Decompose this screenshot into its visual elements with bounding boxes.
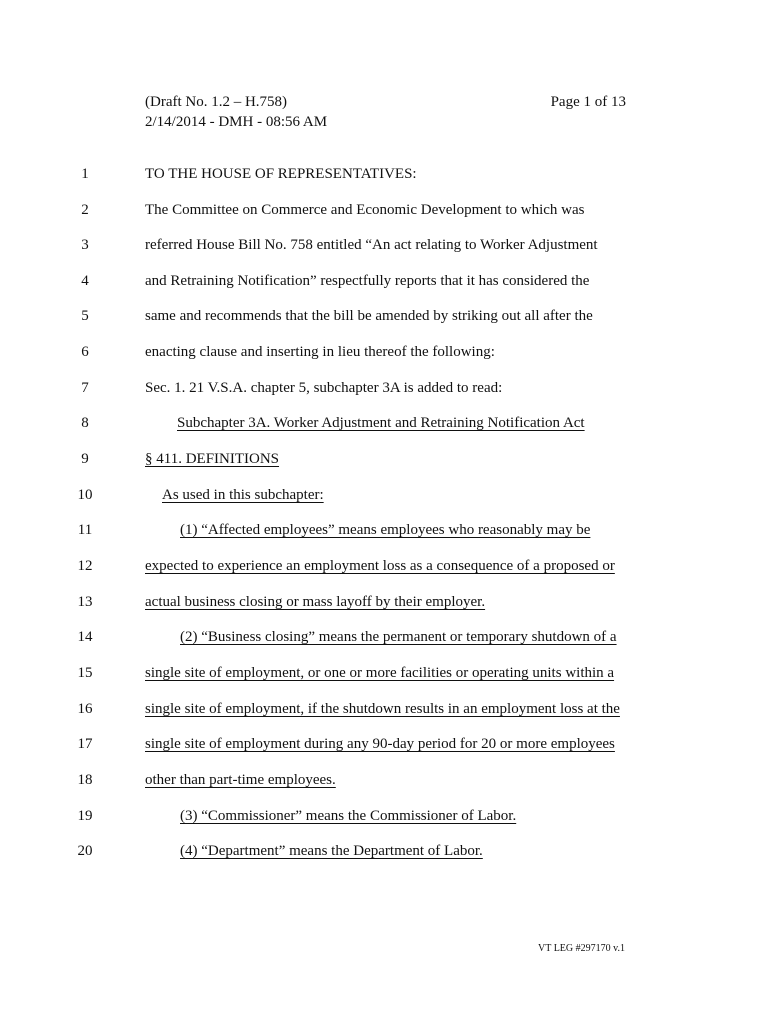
line <box>0 304 770 328</box>
line-number: 7 <box>81 380 89 396</box>
line <box>0 625 770 649</box>
line-number: 10 <box>77 487 93 503</box>
draft-date: 2/14/2014 - DMH - 08:56 AM <box>145 114 328 130</box>
line <box>0 554 770 578</box>
line <box>0 269 770 293</box>
line <box>0 839 770 863</box>
line-number: 1 <box>81 166 89 182</box>
line-text: (4) “Department” means the Department of Labor. <box>180 843 483 859</box>
line <box>0 233 770 257</box>
line-number: 6 <box>81 344 89 360</box>
line <box>0 697 770 721</box>
line-text: referred House Bill No. 758 entitled “An act relating to Worker Adjustment <box>145 237 598 253</box>
line-number: 20 <box>77 843 93 859</box>
line-text: As used in this subchapter: <box>162 487 324 503</box>
page-indicator: Page 1 of 13 <box>550 94 626 110</box>
line-text: (3) “Commissioner” means the Commissioner of Labor. <box>180 808 517 824</box>
line-text: The Committee on Commerce and Economic Development to which was <box>145 202 585 218</box>
line-number: 5 <box>81 308 89 324</box>
line-number: 19 <box>77 808 93 824</box>
line-text: expected to experience an employment loss as a consequence of a proposed or <box>145 558 615 574</box>
line <box>0 198 770 222</box>
line-text: (2) “Business closing” means the permanent or temporary shutdown of a <box>180 629 617 645</box>
line <box>0 518 770 542</box>
line-text: actual business closing or mass layoff by their employer. <box>145 594 486 610</box>
line-number: 16 <box>77 701 93 717</box>
line-number: 14 <box>77 629 93 645</box>
line <box>0 411 770 435</box>
line-number: 9 <box>81 451 89 467</box>
subchapter-heading: Subchapter 3A. Worker Adjustment and Retraining Notification Act <box>177 415 585 431</box>
line <box>0 804 770 828</box>
line-text: other than part-time employees. <box>145 772 336 788</box>
line <box>0 661 770 685</box>
line-number: 15 <box>77 665 93 681</box>
line <box>0 376 770 400</box>
document-header <box>145 92 327 132</box>
line <box>0 483 770 507</box>
line-text: single site of employment, if the shutdown results in an employment loss at the <box>145 701 620 717</box>
line <box>0 340 770 364</box>
line-text: same and recommends that the bill be amended by striking out all after the <box>145 308 593 324</box>
line-number: 4 <box>81 273 89 289</box>
line-number: 13 <box>77 594 93 610</box>
line-number: 8 <box>81 415 89 431</box>
line-number: 2 <box>81 202 89 218</box>
line-text: Sec. 1. 21 V.S.A. chapter 5, subchapter 3A is added to read: <box>145 380 503 396</box>
line <box>0 590 770 614</box>
line-text: single site of employment during any 90-day period for 20 or more employees <box>145 736 615 752</box>
line-text: (1) “Affected employees” means employees who reasonably may be <box>180 522 591 538</box>
line-number: 12 <box>77 558 93 574</box>
line <box>0 447 770 471</box>
line-text: TO THE HOUSE OF REPRESENTATIVES: <box>145 166 417 182</box>
draft-number: (Draft No. 1.2 – H.758) <box>145 94 288 110</box>
line-number: 17 <box>77 736 93 752</box>
line-number: 3 <box>81 237 89 253</box>
line-text: and Retraining Notification” respectfully reports that it has considered the <box>145 273 590 289</box>
line-number: 11 <box>77 522 93 538</box>
line-text: enacting clause and inserting in lieu thereof the following: <box>145 344 495 360</box>
line <box>0 162 770 186</box>
document-id-footer: VT LEG #297170 v.1 <box>538 943 625 954</box>
line-number: 18 <box>77 772 93 788</box>
line-text: single site of employment, or one or more facilities or operating units within a <box>145 665 615 681</box>
line <box>0 732 770 756</box>
line <box>0 768 770 792</box>
section-heading: § 411. DEFINITIONS <box>145 451 280 467</box>
